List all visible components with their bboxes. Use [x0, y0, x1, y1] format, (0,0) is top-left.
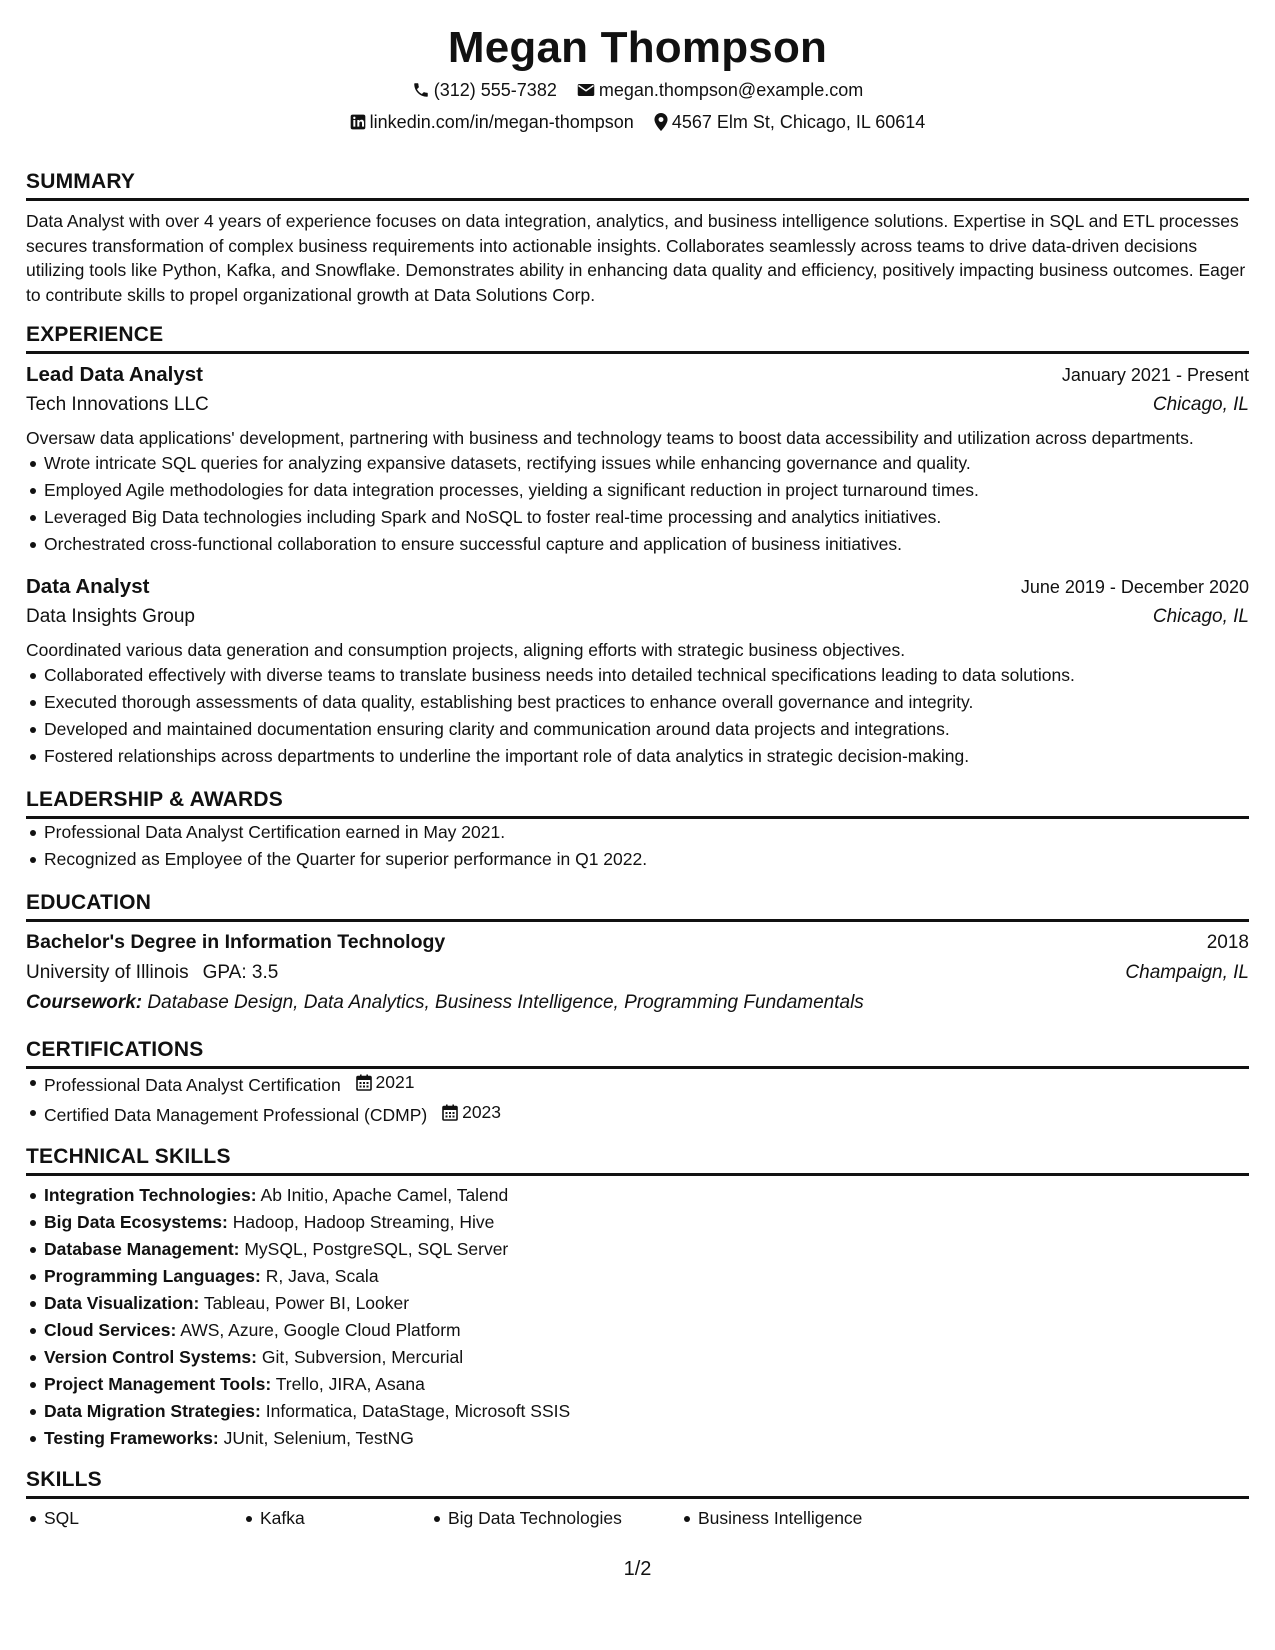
technical-skills-heading: TECHNICAL SKILLS: [26, 1143, 1249, 1176]
job-entry: [26, 360, 1249, 558]
job-dates: January 2021 - Present: [1061, 365, 1249, 385]
linkedin-contact[interactable]: [350, 110, 634, 134]
certification-year: 2023: [462, 1102, 502, 1122]
skill-item: Business Intelligence: [680, 1505, 862, 1532]
graduation-year: 2018: [1206, 932, 1249, 953]
technical-skill-item: [44, 1317, 1249, 1344]
linkedin-url[interactable]: linkedin.com/in/megan-thompson: [369, 112, 634, 132]
skill-item: Big Data Technologies: [430, 1505, 680, 1532]
leadership-list: [26, 819, 1249, 873]
skill-category: Cloud Services:: [44, 1320, 177, 1340]
job-bullet: Developed and maintained documentation ensuring clarity and communication around data projects and integrations.: [44, 716, 1249, 743]
school-line: [26, 958, 278, 988]
coursework-list: Database Design, Data Analytics, Business Intelligence, Programming Fundamentals: [147, 992, 864, 1013]
skill-category: Integration Technologies:: [44, 1185, 257, 1205]
phone-contact: [412, 78, 557, 102]
summary-section: [26, 168, 1249, 307]
leadership-item: Recognized as Employee of the Quarter for superior performance in Q1 2022.: [44, 846, 1249, 873]
skills-section: [26, 1466, 1249, 1532]
certifications-heading: CERTIFICATIONS: [26, 1036, 1249, 1069]
job-company: Data Insights Group: [26, 606, 195, 627]
contact-line-1: [26, 78, 1249, 102]
job-bullet: Leveraged Big Data technologies including Spark and NoSQL to foster real-time processing and analytics initiatives.: [44, 504, 1249, 531]
education-entry: [26, 927, 1249, 1018]
job-bullet: Wrote intricate SQL queries for analyzing expansive datasets, rectifying issues while enhancing governance and quality.: [44, 450, 1249, 477]
degree-name: Bachelor's Degree in Information Technology: [26, 931, 446, 953]
phone-number: (312) 555-7382: [433, 80, 557, 100]
skill-item: Kafka: [242, 1505, 430, 1532]
technical-skills-section: [26, 1143, 1249, 1452]
skill-values: Trello, JIRA, Asana: [275, 1374, 425, 1394]
certification-date: [356, 1069, 415, 1096]
job-bullet: Collaborated effectively with diverse teams to translate business needs into detailed technical specifications leading to data solutions.: [44, 662, 1249, 689]
skill-values: Hadoop, Hadoop Streaming, Hive: [232, 1212, 495, 1232]
skills-heading: SKILLS: [26, 1466, 1249, 1499]
candidate-name: Megan Thompson: [447, 23, 828, 72]
school-location: Champaign, IL: [1125, 962, 1249, 983]
summary-heading: SUMMARY: [26, 168, 1249, 201]
address-contact: [654, 110, 926, 134]
technical-skill-item: [44, 1371, 1249, 1398]
job-company-row: [26, 602, 1249, 632]
job-description: Coordinated various data generation and consumption projects, aligning efforts with strategic business objectives.: [26, 640, 906, 660]
experience-section: [26, 321, 1249, 770]
resume-page: [26, 0, 1249, 1532]
education-section: [26, 889, 1249, 1018]
technical-skill-item: [44, 1344, 1249, 1371]
certification-name: Certified Data Management Professional (CDMP): [44, 1105, 428, 1125]
skill-values: MySQL, PostgreSQL, SQL Server: [244, 1239, 509, 1259]
certification-item: [44, 1069, 1249, 1099]
education-heading: EDUCATION: [26, 889, 1249, 922]
job-location: Chicago, IL: [1152, 394, 1249, 415]
job-entry: [26, 572, 1249, 770]
certifications-list: [26, 1069, 1249, 1129]
email-address[interactable]: megan.thompson@example.com: [598, 80, 864, 100]
envelope-icon: [577, 82, 595, 98]
skill-values: AWS, Azure, Google Cloud Platform: [180, 1320, 461, 1340]
skill-category: Programming Languages:: [44, 1266, 261, 1286]
technical-skill-item: [44, 1263, 1249, 1290]
job-bullet: Employed Agile methodologies for data integration processes, yielding a significant reduction in project turnaround times.: [44, 477, 1249, 504]
education-school-row: [26, 958, 1249, 988]
job-location: Chicago, IL: [1152, 606, 1249, 627]
certification-name: Professional Data Analyst Certification: [44, 1075, 341, 1095]
leadership-heading: LEADERSHIP & AWARDS: [26, 786, 1249, 819]
skill-category: Testing Frameworks:: [44, 1428, 219, 1448]
gpa: GPA: 3.5: [202, 962, 279, 983]
technical-skills-list: [26, 1182, 1249, 1452]
certifications-section: [26, 1036, 1249, 1129]
calendar-icon: [356, 1074, 372, 1091]
education-degree-row: [26, 927, 1249, 958]
job-bullet: Fostered relationships across departments to underline the important role of data analytics in strategic decision-making.: [44, 743, 1249, 770]
job-bullet: Executed thorough assessments of data quality, establishing best practices to enhance overall governance and integrity.: [44, 689, 1249, 716]
street-address: 4567 Elm St, Chicago, IL 60614: [671, 112, 926, 132]
skill-values: Tableau, Power BI, Looker: [203, 1293, 410, 1313]
skill-category: Big Data Ecosystems:: [44, 1212, 228, 1232]
map-marker-icon: [654, 113, 668, 131]
leadership-section: [26, 786, 1249, 873]
skill-category: Version Control Systems:: [44, 1347, 257, 1367]
technical-skill-item: [44, 1236, 1249, 1263]
job-company-row: [26, 390, 1249, 420]
calendar-icon: [442, 1104, 458, 1121]
contact-line-2: [26, 110, 1249, 134]
certification-year: 2021: [375, 1072, 415, 1092]
job-dates: June 2019 - December 2020: [1020, 577, 1249, 597]
skill-item: SQL: [26, 1505, 242, 1532]
technical-skill-item: [44, 1209, 1249, 1236]
skill-category: Data Visualization:: [44, 1293, 200, 1313]
skill-values: JUnit, Selenium, TestNG: [223, 1428, 414, 1448]
technical-skill-item: [44, 1398, 1249, 1425]
job-header-row: [26, 572, 1249, 602]
skill-values: Ab Initio, Apache Camel, Talend: [260, 1185, 509, 1205]
job-bullets: [26, 662, 1249, 770]
skill-category: Data Migration Strategies:: [44, 1401, 261, 1421]
job-title: Data Analyst: [26, 575, 150, 598]
skill-values: Informatica, DataStage, Microsoft SSIS: [265, 1401, 571, 1421]
skills-list: [26, 1505, 1249, 1532]
page-number: 1/2: [623, 1558, 652, 1580]
job-title: Lead Data Analyst: [26, 363, 203, 386]
job-company: Tech Innovations LLC: [26, 394, 209, 415]
school-name: University of Illinois: [26, 962, 189, 983]
skill-values: Git, Subversion, Mercurial: [261, 1347, 464, 1367]
certification-date: [442, 1099, 501, 1126]
summary-text: Data Analyst with over 4 years of experience focuses on data integration, analytics, and business intelligence solutions. Expertise in SQL and ETL processes secures transformation of complex business requirements into actionable insights. Collaborates seamlessly across teams to drive data-driven decisions utilizing tools like Python, Kafka, and Snowflake. Demonstrates ability in enhancing data quality and efficiency, positively impacting business outcomes. Eager to contribute skills to propel organizational growth at Data Solutions Corp.: [26, 211, 1246, 305]
phone-icon: [412, 81, 430, 99]
certification-item: [44, 1099, 1249, 1129]
coursework-line: [26, 988, 1249, 1018]
linkedin-icon: [350, 114, 366, 130]
technical-skill-item: [44, 1182, 1249, 1209]
skill-category: Database Management:: [44, 1239, 240, 1259]
technical-skill-item: [44, 1425, 1249, 1452]
leadership-item: Professional Data Analyst Certification earned in May 2021.: [44, 819, 1249, 846]
job-bullets: [26, 450, 1249, 558]
skill-category: Project Management Tools:: [44, 1374, 272, 1394]
job-header-row: [26, 360, 1249, 390]
email-contact[interactable]: [577, 78, 863, 102]
resume-header: [26, 22, 1249, 134]
job-bullet: Orchestrated cross-functional collaboration to ensure successful capture and application of business initiatives.: [44, 531, 1249, 558]
technical-skill-item: [44, 1290, 1249, 1317]
job-description: Oversaw data applications' development, partnering with business and technology teams to boost data accessibility and utilization across departments.: [26, 428, 1194, 448]
coursework-label: Coursework:: [26, 992, 143, 1013]
skill-values: R, Java, Scala: [265, 1266, 379, 1286]
experience-heading: EXPERIENCE: [26, 321, 1249, 354]
